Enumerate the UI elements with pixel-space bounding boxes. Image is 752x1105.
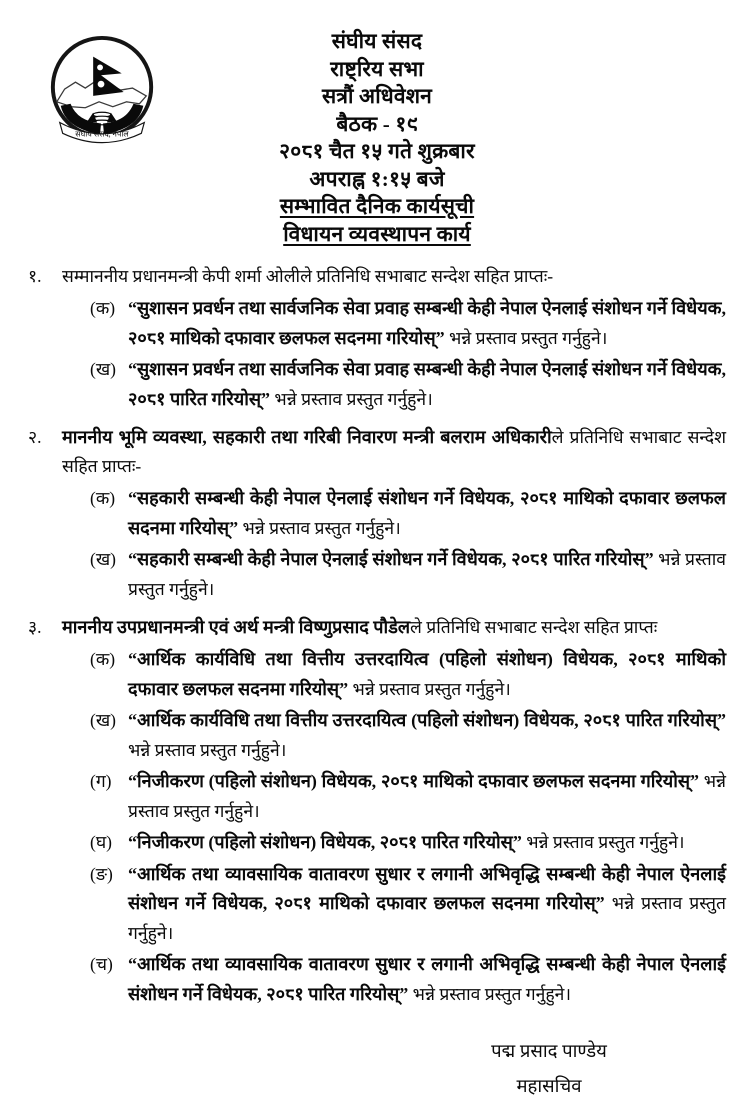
- item-number: ३.: [28, 617, 42, 637]
- subitem-rest: भन्ने प्रस्ताव प्रस्तुत गर्नुहुने।: [270, 388, 433, 409]
- header-line: २०८१ चैत १५ गते शुक्रबार: [279, 139, 475, 163]
- subitem-text: [128, 828, 726, 858]
- header-line: बैठक - १९: [336, 111, 418, 136]
- subitem-rest: भन्ने प्रस्ताव प्रस्तुत गर्नुहुने।: [238, 517, 401, 538]
- subitem-rest: भन्ने प्रस्ताव प्रस्तुत गर्नुहुने।: [444, 327, 608, 348]
- subitem-quoted: “सुशासन प्रवर्धन तथा सार्वजनिक सेवा प्रवाह सम्बन्धी केही नेपाल ऐनलाई संशोधन गर्ने विधेयक, २०८१ माथिको दफावार छलफल सदनमा गरियोस्”: [128, 298, 726, 348]
- subitem-text: [128, 950, 726, 1009]
- subitem-label: (घ): [90, 832, 112, 852]
- subitem-text: [128, 294, 726, 353]
- item-intro-regular: ले प्रतिनिधि सभाबाट सन्देश सहित प्राप्तः-: [62, 427, 726, 476]
- subitem-quoted: “सुशासन प्रवर्धन तथा सार्वजनिक सेवा प्रवाह सम्बन्धी केही नेपाल ऐनलाई संशोधन गर्ने विधेयक, २०८१ पारित गरियोस्”: [128, 359, 726, 409]
- subitem-text: [128, 545, 726, 604]
- subitem-text: [128, 706, 726, 765]
- item-intro: [62, 423, 726, 481]
- subitem-quoted: “आर्थिक तथा व्यावसायिक वातावरण सुधार र लगानी अभिवृद्धि सम्बन्धी केही नेपाल ऐनलाई संशोधन गर्ने विधेयक, २०८१ माथिको दफावार छलफल सदनमा गरियोस्”: [128, 863, 726, 913]
- agenda-subitem: [90, 860, 726, 949]
- agenda-item: [28, 423, 726, 604]
- agenda-subitem: [90, 355, 726, 414]
- subitem-quoted: “आर्थिक तथा व्यावसायिक वातावरण सुधार र लगानी अभिवृद्धि सम्बन्धी केही नेपाल ऐनलाई संशोधन गर्ने विधेयक, २०८१ पारित गरियोस्”: [128, 954, 726, 1004]
- subitem-rest: भन्ने प्रस्ताव प्रस्तुत गर्नुहुने।: [521, 832, 685, 852]
- logo-banner-text: संघीय संसद, नेपाल: [75, 129, 129, 139]
- subitem-rest: भन्ने प्रस्ताव प्रस्तुत गर्नुहुने।: [128, 893, 726, 943]
- header-line: विधायन व्यवस्थापन कार्य: [283, 221, 471, 246]
- item-intro-regular: सम्माननीय प्रधानमन्त्री केपी शर्मा ओलीले प्रतिनिधि सभाबाट सन्देश सहित प्राप्तः-: [62, 266, 554, 286]
- subitem-text: [128, 645, 726, 704]
- subitem-list: [28, 645, 726, 1009]
- header-line: संघीय संसद: [331, 29, 423, 53]
- header-line: अपराह्न १:१५ बजे: [309, 166, 445, 191]
- agenda-item-head: [28, 613, 726, 642]
- header-line: सत्रौं अधिवेशन: [321, 84, 433, 108]
- agenda-list: [28, 262, 726, 1009]
- agenda-subitem: [90, 767, 726, 826]
- header-line: सम्भावित दैनिक कार्यसूची: [279, 194, 475, 218]
- item-number: २.: [28, 427, 42, 447]
- item-intro: [62, 262, 726, 291]
- subitem-list: [28, 484, 726, 604]
- agenda-subitem: [90, 294, 726, 353]
- subitem-label: (क): [90, 649, 116, 669]
- agenda-subitem: [90, 645, 726, 704]
- subitem-quoted: “सहकारी सम्बन्धी केही नेपाल ऐनलाई संशोधन गर्ने विधेयक, २०८१ माथिको दफावार छलफल सदनमा गरियोस्”: [128, 488, 726, 538]
- subitem-quoted: “निजीकरण (पहिलो संशोधन) विधेयक, २०८१ माथिको दफावार छलफल सदनमा गरियोस्”: [128, 771, 700, 791]
- agenda-item-head: [28, 423, 726, 481]
- agenda-subitem: [90, 706, 726, 765]
- subitem-text: [128, 484, 726, 543]
- signature-block: [414, 1035, 684, 1105]
- flag-moon: [97, 64, 103, 70]
- item-intro-regular: ले प्रतिनिधि सभाबाट सन्देश सहित प्राप्तः: [410, 617, 658, 637]
- subitem-label: (ख): [90, 359, 116, 379]
- subitem-quoted: “निजीकरण (पहिलो संशोधन) विधेयक, २०८१ पारित गरियोस्”: [128, 832, 522, 852]
- subitem-text: [128, 767, 726, 826]
- subitem-text: [128, 860, 726, 949]
- logo-svg: [44, 32, 162, 152]
- subitem-label: (च): [90, 954, 113, 974]
- agenda-subitem: [90, 545, 726, 604]
- signatory-title: महासचिव: [516, 1077, 582, 1097]
- subitem-label: (ग): [90, 771, 112, 791]
- agenda-subitem: [90, 484, 726, 543]
- subitem-label: (क): [90, 488, 116, 508]
- signatory-name: पद्म प्रसाद पाण्डेय: [491, 1042, 607, 1062]
- agenda-item: [28, 613, 726, 1009]
- flag-sun: [98, 81, 105, 88]
- agenda-item: [28, 262, 726, 414]
- item-intro-bold: माननीय भूमि व्यवस्था, सहकारी तथा गरिबी निवारण मन्त्री बलराम अधिकारी: [62, 427, 552, 447]
- subitem-label: (ङ): [90, 863, 113, 884]
- item-intro-bold: माननीय उपप्रधानमन्त्री एवं अर्थ मन्त्री विष्णुप्रसाद पौडेल: [62, 617, 411, 637]
- subitem-text: [128, 355, 726, 414]
- subitem-rest: भन्ने प्रस्ताव प्रस्तुत गर्नुहुने।: [128, 771, 727, 821]
- subitem-rest: भन्ने प्रस्ताव प्रस्तुत गर्नुहुने।: [128, 739, 287, 760]
- subitem-label: (ख): [90, 549, 116, 569]
- agenda-subitem: [90, 828, 726, 858]
- subitem-rest: भन्ने प्रस्ताव प्रस्तुत गर्नुहुने।: [408, 983, 571, 1004]
- subitem-list: [28, 294, 726, 414]
- agenda-subitem: [90, 950, 726, 1009]
- agenda-item-head: [28, 262, 726, 291]
- federal-parliament-logo-icon: [44, 32, 162, 152]
- header-line: राष्ट्रिय सभा: [330, 56, 424, 81]
- item-intro: [62, 613, 726, 642]
- subitem-quoted: “सहकारी सम्बन्धी केही नेपाल ऐनलाई संशोधन गर्ने विधेयक, २०८१ पारित गरियोस्”: [128, 549, 654, 569]
- subitem-quoted: “आर्थिक कार्यविधि तथा वित्तीय उत्तरदायित्व (पहिलो संशोधन) विधेयक, २०८१ माथिको दफावार छलफल सदनमा गरियोस्”: [128, 649, 726, 699]
- subitem-rest: भन्ने प्रस्ताव प्रस्तुत गर्नुहुने।: [348, 678, 511, 699]
- subitem-label: (ख): [90, 710, 116, 730]
- subitem-quoted: “आर्थिक कार्यविधि तथा वित्तीय उत्तरदायित्व (पहिलो संशोधन) विधेयक, २०८१ पारित गरियोस्”: [128, 710, 726, 730]
- item-number: १.: [28, 266, 42, 286]
- subitem-rest: भन्ने प्रस्ताव प्रस्तुत गर्नुहुने।: [128, 549, 726, 599]
- subitem-label: (क): [90, 298, 116, 318]
